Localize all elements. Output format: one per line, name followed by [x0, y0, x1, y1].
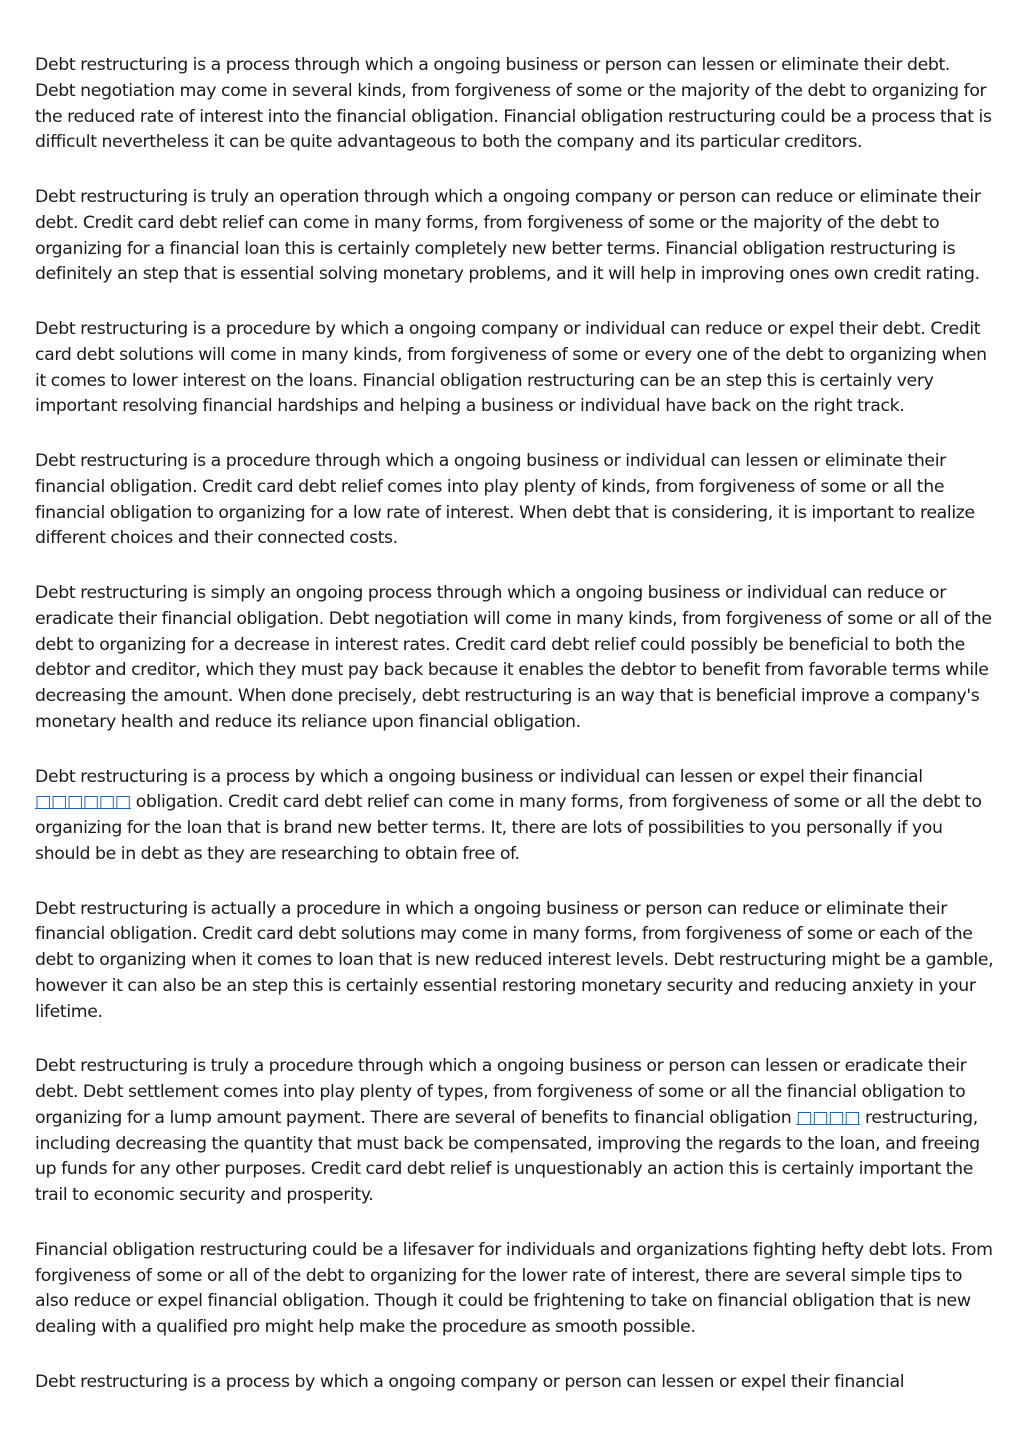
inline-link[interactable]: □□□□ [796, 1107, 861, 1128]
paragraph-6-text-before: Debt restructuring is a process by which a ongoing business or individual can lessen or expel their financial [35, 766, 923, 787]
paragraph-6-text-after: obligation. Credit card debt relief can come in many forms, from forgiveness of some or all the debt to organizing for the loan that is brand new better terms. It, there are lots of possibilities to you personally if you should be in debt as they are researching to obtain free of. [35, 792, 982, 864]
inline-link[interactable]: □□□□□□ [35, 792, 131, 813]
paragraph-3: Debt restructuring is a procedure by which a ongoing company or individual can reduce or expel their debt. Credit card debt solutions will come in many kinds, from forgiveness of some or every one of the debt to organizing when it comes to lower interest on the loans. Financial obligation restructuring can be an step this is certainly very important resolving financial hardships and helping a business or individual have back on the right track. [35, 318, 987, 417]
paragraph-7: Debt restructuring is actually a procedure in which a ongoing business or person can reduce or eliminate their financial obligation. Credit card debt solutions may come in many forms, from forgiveness of some or each of the debt to organizing when it comes to loan that is new reduced interest levels. Debt restructuring might be a gamble, however it can also be an step this is certainly essential restoring monetary security and reducing anxiety in your lifetime. [35, 898, 994, 1022]
paragraph-1: Debt restructuring is a process through which a ongoing business or person can lessen or eliminate their debt. Debt negotiation may come in several kinds, from forgiveness of some or the majority of the debt to organizing for the reduced rate of interest into the financial obligation. Financial obligation restructuring could be a process that is difficult nevertheless it can be quite advantageous to both the company and its particular creditors. [35, 55, 992, 153]
paragraph-9: Financial obligation restructuring could be a lifesaver for individuals and organizations fighting hefty debt lots. From forgiveness of some or all of the debt to organizing for the lower rate of interest, there are several simple tips to also reduce or expel financial obligation. Though it could be frightening to take on financial obligation that is new dealing with a qualified pro might help make the procedure as smooth possible. [35, 1239, 993, 1338]
paragraph-8-text-before: Debt restructuring is truly a procedure through which a ongoing business or person can lessen or eradicate their debt. Debt settlement comes into play plenty of types, from forgiveness of some or all the financial obligation to organizing for a lump amount payment. There are several of benefits to financial obligation [35, 1056, 967, 1128]
document-body [35, 53, 995, 1424]
paragraph-8-text-after: restructuring, including decreasing the quantity that must back be compensated, improving the regards to the loan, and freeing up funds for any other purposes. Credit card debt relief is unquestionably an action this is certainly important the trail to economic security and prosperity. [35, 1107, 980, 1206]
paragraph-2: Debt restructuring is truly an operation through which a ongoing company or person can reduce or eliminate their debt. Credit card debt relief can come in many forms, from forgiveness of some or the majority of the debt to organizing for a financial loan this is certainly completely new better terms. Financial obligation restructuring is definitely an step that is essential solving monetary problems, and it will help in improving ones own credit rating. [35, 186, 981, 285]
paragraph-5: Debt restructuring is simply an ongoing process through which a ongoing business or individual can reduce or eradicate their financial obligation. Debt negotiation will come in many kinds, from forgiveness of some or all of the debt to organizing for a decrease in interest rates. Credit card debt relief could possibly be beneficial to both the debtor and creditor, which they must pay back because it enables the debtor to benefit from favorable terms while decreasing the amount. When done precisely, debt restructuring is an way that is beneficial improve a company's monetary health and reduce its reliance upon financial obligation. [35, 582, 992, 732]
paragraph-10: Debt restructuring is a process by which a ongoing company or person can lessen or expel their financial [35, 1371, 905, 1392]
paragraph-6 [35, 765, 995, 868]
paragraph-8 [35, 1054, 995, 1209]
paragraph-4: Debt restructuring is a procedure through which a ongoing business or individual can lessen or eliminate their financial obligation. Credit card debt relief comes into play plenty of kinds, from forgiveness of some or all the financial obligation to organizing for a low rate of interest. When debt that is considering, it is important to realize different choices and their connected costs. [35, 450, 975, 549]
